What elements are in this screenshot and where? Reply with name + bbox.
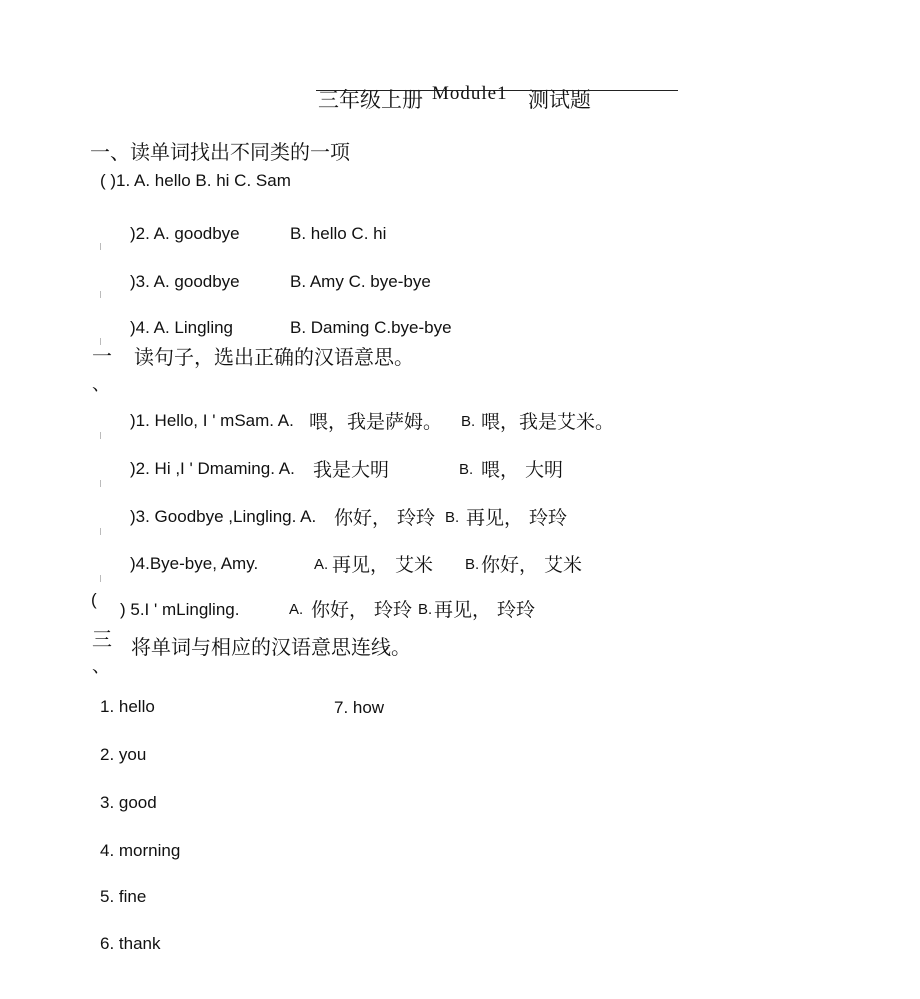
s2-question-1: )1. Hello, I ' mSam. A. xyxy=(130,411,294,430)
s2-question-1-b: 喂，我是艾米。 xyxy=(481,411,615,433)
s2-question-3: )3. Goodbye ,Lingling. A. xyxy=(130,507,317,526)
s2-question-3-b: 再见， 玲玲 xyxy=(466,507,568,529)
s1-question-4-b: B. Daming C.bye-bye xyxy=(290,318,452,337)
s3-word-5: 5. fine xyxy=(100,887,147,906)
margin-tick xyxy=(100,575,101,582)
s2-question-5-paren: ( xyxy=(91,590,97,609)
s1-question-3-b: B. Amy C. bye-bye xyxy=(290,272,431,291)
margin-tick xyxy=(100,243,101,250)
s2-question-5-a: 你好， 玲玲 xyxy=(311,599,413,621)
title-part-1: 三年级上册 xyxy=(318,88,423,112)
s3-word-3: 3. good xyxy=(100,793,157,812)
section2-heading-number: 一 xyxy=(92,344,112,368)
s3-word-2: 2. you xyxy=(100,745,147,764)
s1-question-2-b: B. hello C. hi xyxy=(290,224,387,243)
s2-question-4: )4.Bye-bye, Amy. xyxy=(130,554,259,573)
s2-question-1-a: 喂，我是萨姆。 xyxy=(309,411,443,433)
s3-word-6: 6. thank xyxy=(100,934,161,953)
s2-question-5-a-label: A. xyxy=(289,601,304,618)
s2-question-4-a-label: A. xyxy=(314,556,329,573)
s2-question-1-b-label: B. xyxy=(461,413,476,430)
s2-question-4-b-label: B. xyxy=(465,556,480,573)
s2-question-2-b-label: B. xyxy=(459,461,474,478)
title-part-2: Module1 xyxy=(432,83,508,104)
s2-question-2-a: 我是大明 xyxy=(313,459,390,481)
section3-heading-number: 三 xyxy=(92,627,112,651)
title-strike-line xyxy=(316,90,678,91)
s1-question-4: )4. A. Lingling xyxy=(130,318,234,337)
title-part-3: 测试题 xyxy=(528,88,591,112)
s2-question-4-a: 再见， 艾米 xyxy=(332,554,434,576)
section3-heading-text: 将单词与相应的汉语意思连线。 xyxy=(131,635,411,659)
margin-tick xyxy=(100,432,101,439)
s3-word-4: 4. morning xyxy=(100,841,181,860)
s1-question-1: ( )1. A. hello B. hi C. Sam xyxy=(100,171,291,190)
section1-heading: 一、读单词找出不同类的一项 xyxy=(90,140,350,164)
section3-heading-mark: 、 xyxy=(92,656,110,676)
s3-word-1: 1. hello xyxy=(100,697,155,716)
s2-question-3-a: 你好， 玲玲 xyxy=(334,507,436,529)
margin-tick xyxy=(100,480,101,487)
s3-word-7: 7. how xyxy=(334,698,385,717)
margin-tick xyxy=(100,291,101,298)
s1-question-2: )2. A. goodbye xyxy=(130,224,240,243)
s1-question-3: )3. A. goodbye xyxy=(130,272,240,291)
s2-question-5-b-label: B. xyxy=(418,601,433,618)
s2-question-5: ) 5.I ' mLingling. xyxy=(120,600,240,619)
s2-question-5-b: 再见， 玲玲 xyxy=(434,599,536,621)
s2-question-3-b-label: B. xyxy=(445,509,460,526)
margin-tick xyxy=(100,528,101,535)
s2-question-2-b: 喂， 大明 xyxy=(481,459,564,481)
section2-heading-mark: 、 xyxy=(92,374,110,394)
s2-question-2: )2. Hi ,I ' Dmaming. A. xyxy=(130,459,295,478)
s2-question-4-b: 你好， 艾米 xyxy=(481,554,583,576)
section2-heading-text: 读句子，选出正确的汉语意思。 xyxy=(134,345,414,369)
